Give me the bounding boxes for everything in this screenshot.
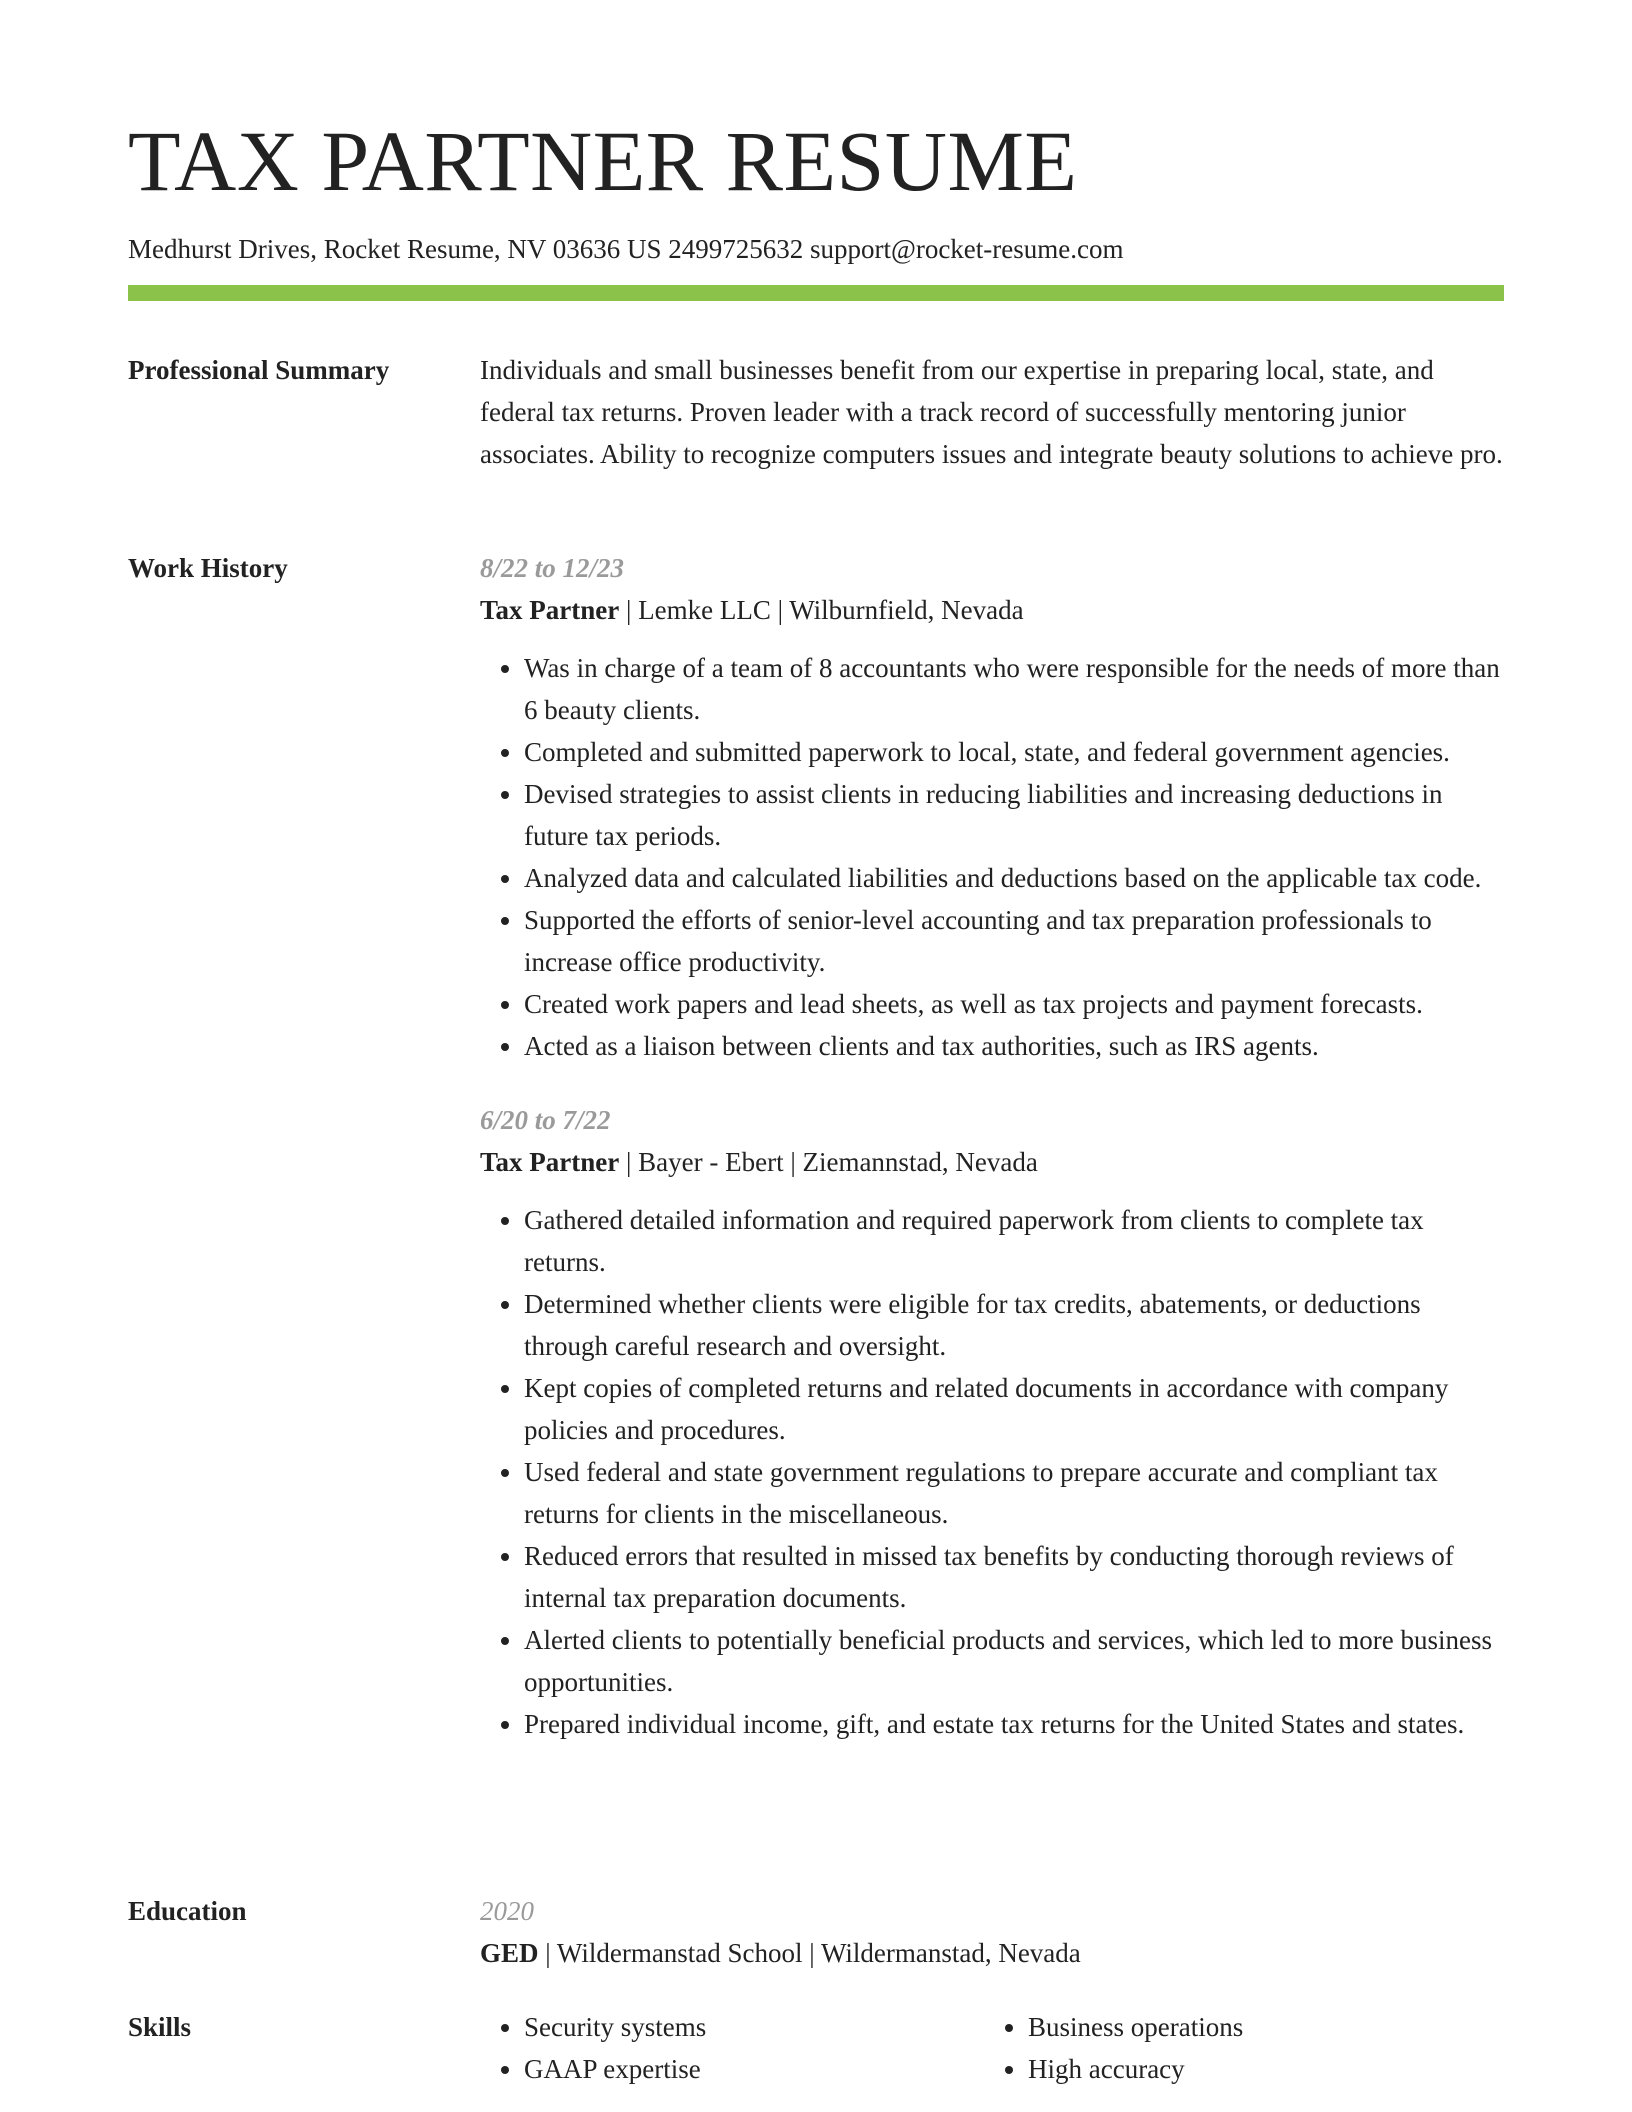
list-item: • Supported the efforts of senior-level accounting and tax preparation professionals to increase office productivity. <box>524 899 1504 983</box>
job-bullets <box>480 647 1504 1067</box>
section-label-work-history: Work History <box>128 553 288 583</box>
job-entry-2 <box>480 1099 1504 1745</box>
job-employer-location: | Bayer - Ebert | Ziemannstad, Nevada <box>619 1147 1038 1177</box>
list-item: • Alerted clients to potentially beneficial products and services, which led to more business opportunities. <box>524 1619 1504 1703</box>
skill-item: • Business operations <box>1028 2006 1488 2048</box>
skill-item: • Security systems <box>524 2006 984 2048</box>
section-label-summary: Professional Summary <box>128 355 390 385</box>
list-item: • Analyzed data and calculated liabilities and deductions based on the applicable tax code. <box>524 857 1504 899</box>
job-bullets <box>480 1199 1504 1745</box>
job-title: Tax Partner <box>480 595 620 625</box>
list-item: • Completed and submitted paperwork to local, state, and federal government agencies. <box>524 731 1504 773</box>
summary-text: Individuals and small businesses benefit from our expertise in preparing local, state, and federal tax returns. Proven leader with a track record of successfully mentoring junior associates. Ability to recognize computers issues and integrate beauty solutions to achieve pro. <box>480 355 1503 469</box>
skills-column-right <box>984 2006 1488 2090</box>
job-employer-location: | Lemke LLC | Wilburnfield, Nevada <box>619 595 1024 625</box>
job-heading <box>480 589 1504 631</box>
list-item: • Kept copies of completed returns and related documents in accordance with company policies and procedures. <box>524 1367 1504 1451</box>
skills-column-left <box>480 2006 984 2090</box>
list-item: • Used federal and state government regulations to prepare accurate and compliant tax returns for clients in the miscellaneous. <box>524 1451 1504 1535</box>
job-dates: 6/20 to 7/22 <box>480 1105 611 1135</box>
list-item: • Acted as a liaison between clients and tax authorities, such as IRS agents. <box>524 1025 1504 1067</box>
list-item: • Gathered detailed information and required paperwork from clients to complete tax returns. <box>524 1199 1504 1283</box>
education-school-location: | Wildermanstad School | Wildermanstad, Nevada <box>538 1938 1081 1968</box>
list-item: • Determined whether clients were eligible for tax credits, abatements, or deductions through careful research and oversight. <box>524 1283 1504 1367</box>
list-item: • Was in charge of a team of 8 accountants who were responsible for the needs of more than 6 beauty clients. <box>524 647 1504 731</box>
professional-summary-section <box>128 349 1504 475</box>
section-label-education: Education <box>128 1896 247 1926</box>
list-item: • Prepared individual income, gift, and estate tax returns for the United States and states. <box>524 1703 1504 1745</box>
education-heading <box>480 1932 1504 1974</box>
job-entry-1 <box>480 547 1504 1067</box>
education-degree: GED <box>480 1938 539 1968</box>
work-history-section <box>128 547 1504 1745</box>
skills-section <box>128 2006 1504 2090</box>
education-section <box>128 1890 1504 1974</box>
job-heading <box>480 1141 1504 1183</box>
section-label-skills: Skills <box>128 2012 192 2042</box>
list-item: • Created work papers and lead sheets, as well as tax projects and payment forecasts. <box>524 983 1504 1025</box>
resume-title: TAX PARTNER RESUME <box>128 113 1078 209</box>
list-item: • Reduced errors that resulted in missed tax benefits by conducting thorough reviews of internal tax preparation documents. <box>524 1535 1504 1619</box>
list-item: • Devised strategies to assist clients in reducing liabilities and increasing deductions in future tax periods. <box>524 773 1504 857</box>
skill-item: • High accuracy <box>1028 2048 1488 2090</box>
job-title: Tax Partner <box>480 1147 620 1177</box>
skill-item: • GAAP expertise <box>524 2048 984 2090</box>
skills-grid <box>480 2006 1504 2090</box>
education-year: 2020 <box>480 1896 534 1926</box>
contact-line: Medhurst Drives, Rocket Resume, NV 03636 US 2499725632 support@rocket-resume.com <box>128 234 1124 264</box>
accent-rule <box>128 285 1504 301</box>
job-dates: 8/22 to 12/23 <box>480 553 625 583</box>
